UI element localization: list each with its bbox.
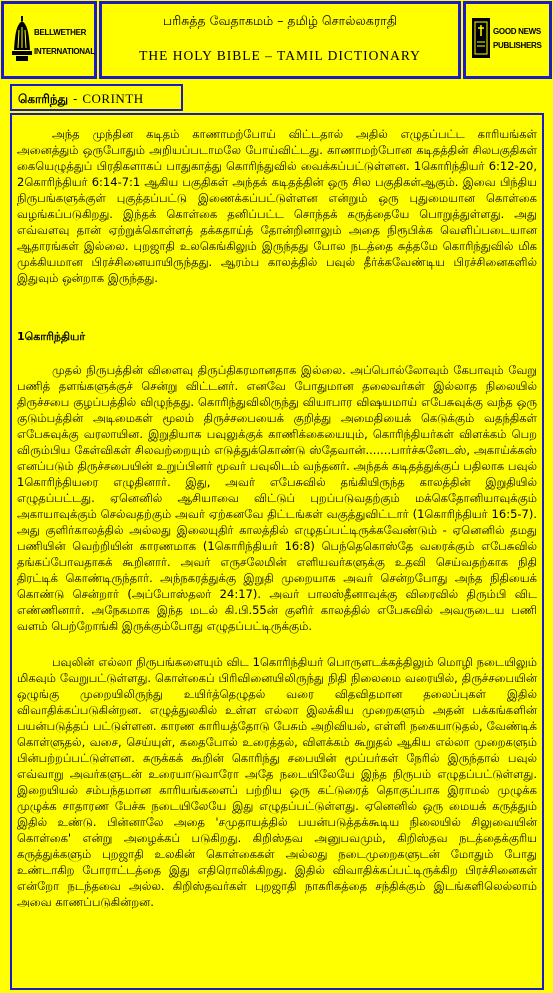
site-title-banner — [99, 1, 461, 79]
entry-paragraph: முதல் நிருபத்தின் விளைவு திருப்திகரமானதாக இல்லை. அப்பொல்லோவும் கேபாவும் வேறு பணித் தளங்களுக்குச் சென்று விட்டனர். எனவே போதுமான தலைவர்கள் இல்லாத நிலையில் திருச்சபை குழப்பத்தில் விழுந்தது. கொரிந்துவிலிருந்து வியாபார விஷயமாய் எபேசுவுக்கு வந்த ஒரு குடும்பத்தின் அடிமைகள் மூலம் திருச்சபையைக் குறித்து அமைதியைக் கெடுக்கும் வதந்திகள் எபேசுவுக்கு வரலாயின. இறுதியாக பவுலுக்குக் காணிக்கையையும், கொரிந்தியர்கள் விளக்கம் பெற விரும்பிய கேள்விகள் சிலவற்றையும் எடுத்துக்கொண்டு ஸ்தேவான்.......பார்ச்சுனேடஸ், அகாய்க்கஸ் எனப்படும் திருச்சபையின் உறுப்பினர் மூவர் பவுலிடம் வந்தனர். அந்தக் கடிதத்துக்குப் பதிலாக பவுல் 1கொரிந்தியரை எழுதினார். இது, அவர் எபேசுவில் தங்கியிருந்த காலத்தின் இறுதியில் எழுதப்பட்டது. ஏனெனில் ஆசியாவை விட்டுப் புறப்படுவதற்கும் மக்கெதோனியாவுக்கும் அகாயாவுக்கும் செல்வதற்கும் அவர் ஏற்கனவே திட்டங்கள் வகுத்துவிட்டார் (1கொரிந்தியர் 16:5-7). அது குளிர்காலத்தில் அல்லது இலையுதிர் காலத்தில் எழுதப்பட்டிருக்கவேண்டும் - ஏனெனில் தமது பணியின் வெற்றியின் காரணமாக (1கொரிந்தியர் 16:8) பெந்தெகொஸ்தே வரைக்கும் எபேசுவில் தங்கப்போவதாகக் கூறினார். அவர் எருசலேமின் எளியவர்களுக்கு உதவி செய்வதற்காக நிதி திரட்டிக் கொண்டிருந்தார். அந்நகரத்துக்கு இறுதி முறையாக அவர் சென்றபோது அந்த நிதியைக் கொண்டு சென்றார் (அப்போஸ்தலர் 24:17). அவர் பாலஸ்தீனாவுக்கு விரைவில் திரும்பி விட எண்ணினார். அநேகமாக இந்த மடல் கி.பி.55ன் குளிர் காலத்தில் எபேசுவில் அவருடைய பணி வளம் பெற்றோங்கி இருக்கும்போது எழுதப்பட்டிருக்கும். — [17, 363, 537, 633]
good-news-logo — [463, 1, 552, 79]
logo-line: INTERNATIONAL — [34, 47, 95, 56]
logo-line: GOOD NEWS — [493, 27, 541, 36]
title-english: THE HOLY BIBLE – TAMIL DICTIONARY — [139, 48, 421, 63]
title-tamil: பரிசுத்த வேதாகமம் – தமிழ் சொல்லகராதி — [162, 13, 398, 28]
logo-line: BELLWETHER — [34, 28, 87, 37]
entry-heading-separator: - — [73, 92, 78, 106]
section-subheading: 1கொரிந்தியர் — [17, 330, 86, 343]
logo-line: PUBLISHERS — [493, 41, 542, 50]
entry-heading-tamil: கொரிந்து — [18, 92, 69, 106]
entry-body — [10, 113, 544, 990]
bellwether-logo-text — [34, 23, 95, 61]
entry-heading — [10, 84, 183, 111]
good-news-logo-text — [493, 25, 549, 53]
bell-icon — [12, 16, 32, 62]
book-icon — [471, 16, 491, 60]
entry-heading-english: CORINTH — [82, 91, 144, 106]
bellwether-logo — [1, 1, 97, 79]
entry-paragraph: பவுலின் எல்லா நிருபங்களையும் விட 1கொரிந்தியர் பொருளடக்கத்திலும் மொழி நடையிலும் மிகவும் வேறுபட்டுள்ளது. கொள்கைப் பிரிவினையிலிருந்து நிதி நிலைமை வரையில், திருச்சபையின் ஒழுங்கு முறையிலிருந்து உயிர்த்தெழுதல் வரை விதவிதமான தலைப்புகள் இதில் விவாதிக்கப்படுகின்றன. எழுத்துலகில் உள்ள எல்லா இலக்கிய முறைகளும் அதன் பக்கங்களின் பயன்படுத்தப் பட்டுள்ளன. காரண காரியத்தோடு பேசும் அறிவியல், எள்ளி நகையாடுதல், வேண்டிக் கொள்ளுதல், வசை, செய்யுள், கதைபோல் உரைத்தல், விளக்கம் கூறுதல் ஆகிய எல்லா முறைகளும் பின்பற்றப்பட்டுள்ளன. சுருக்கக் கூறின் கொரிந்து சபையின் மூப்பர்கள் நேரில் இருந்தால் பவுல் எவ்வாறு அவர்களுடன் உரையாடுவாரோ அதே நடையிலேயே இந்த நிருபம் எழுதப்பட்டுள்ளது. இறையியல் சம்பந்தமான காரியங்களைப் பற்றிய ஒரு கட்டுரைத் தொகுப்பாக இராமல் முழுக்க முழுக்க சாதாரண பேச்சு நடையிலேயே இது எழுதப்பட்டுள்ளது. ஏனெனில் ஒரு மையக் கருத்தும் இதில் உண்டு. பின்னாலே அதை 'சமுதாயத்தில் பயன்படுத்தக்கூடிய நிலையில் சிலுவையின் கொள்கை' என்று அழைக்கப் படுகிறது. கிறிஸ்தவ அனுபவமும், கிறிஸ்தவ நடத்தைக்குரிய கருத்துக்களும் புறஜாதி உலகின் கொள்கைகள் அல்லது நடைமுறைகளுடன் மோதும் போது உண்டாகிற போராட்டத்தை இது எதிரொலிக்கிறது. இதில் விவாதிக்கப்பட்டிருக்கிற பிரச்சினைகள் என்றோ நடந்தவை அல்ல. கிறிஸ்தவர்கள் புறஜாதி நாகரிகத்தை சந்திக்கும் இடங்களிலெல்லாம் அவை காணப்படுகின்றன. — [17, 655, 537, 909]
entry-paragraph: அந்த முந்தின கடிதம் காணாமற்போய் விட்டதால் அதில் எழுதப்பட்ட காரியங்கள் அனைத்தும் ஒருபோதும் அறியப்படாமலே போய்விட்டது. காணாமற்போன கடிதத்தின் சிலபகுதிகள் கையெழுத்துப் பிரதிகளாகப் பாதுகாத்து கொரிந்துவில் வைக்கப்பட்டுள்ளன. 1கொரிந்தியர் 6:12-20, 2கொரிந்தியர் 6:14-7:1 ஆகிய பகுதிகள் அந்தக் கடிதத்தின் ஒரு சில பகுதிகள்ஆகும். இவை பிந்திய நிருபங்களுக்குள் புகுத்தப்பட்டு இணைக்கப்பட்டுள்ளன என்றும் ஒரு புதுமையான கொள்கை வழங்கப்படுகிறது. இந்தக் கொள்கை தனிப்பட்ட சொந்தக் கருத்தையே பொறுத்துள்ளது. அது எவ்வளவு தான் ஏற்றுக்கொள்ளத் தக்கதாய்த் தோன்றினாலும் அதை நிரூபிக்க வெளிப்படையான ஆதாரங்கள் இல்லை. புறஜாதி உலகெங்கிலும் இருந்தது போல நடத்தை சுத்தமே கொரிந்துவில் மிக முக்கியமான பிரச்சினையாயிருந்தது. ஆரம்ப காலத்தில் பவுல் தீர்க்கவேண்டிய பிரச்சினைகளில் இதுவும் ஒன்றாக இருந்தது. — [17, 127, 537, 285]
